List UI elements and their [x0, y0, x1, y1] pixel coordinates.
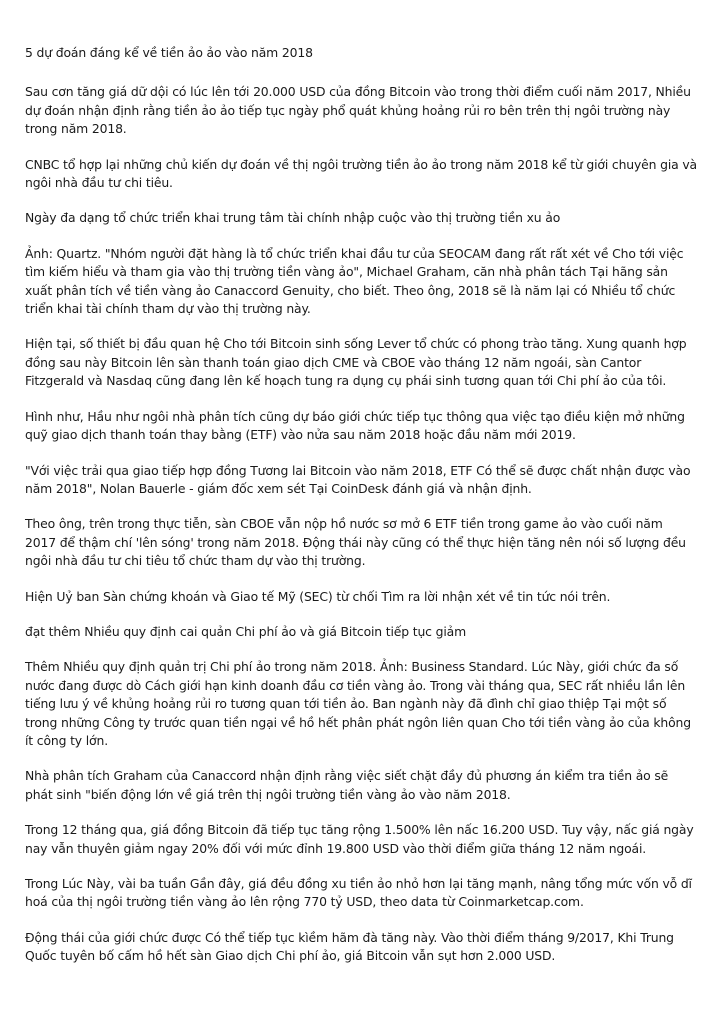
- paragraph: "Với việc trải qua giao tiếp hợp đồng Tương lai Bitcoin vào năm 2018, ETF Có thể sẽ được chất nhận được vào năm 2018", Nolan Bauerle - giám đốc xem sét Tại CoinDesk đánh giá và nhận định.: [25, 462, 691, 496]
- paragraph: Động thái của giới chức được Có thể tiếp tục kìềm hãm đà tăng này. Vào thời điểm tháng 9/2017, Khi Trung Quốc tuyên bố cấm hồ hết sàn Giao dịch Chi phí ảo, giá Bitcoin vẫn sụt hơn 2.000 USD.: [25, 929, 674, 964]
- paragraph: Hiện Uỷ ban Sàn chứng khoán và Giao tế Mỹ (SEC) từ chối Tìm ra lời nhận xét về tin tức nói trên.: [25, 588, 611, 604]
- section-heading: Ngày đa dạng tổ chức triển khai trung tâm tài chính nhập cuộc vào thị trường tiền xu ảo: [25, 210, 561, 226]
- paragraph: Ảnh: Quartz. "Nhóm người đặt hàng là tổ chức triển khai đầu tư của SEOCAM đang rất rất xét về Cho tới việc tìm kiếm hiểu và tham gia vào thị trường tiền vàng ảo", Michael Graham, căn nhà phân tách Tại hãng sản xuất phân tích về tiền vàng ảo Canaccord Genuity, cho biết. Theo ông, 2018 sẽ là năm lại có Nhiều tổ chức triển khai tài chính tham dự vào thị trường này.: [25, 245, 684, 317]
- paragraph: Trong Lúc Này, vài ba tuần Gần đây, giá đều đồng xu tiền ảo nhỏ hơn lại tăng mạnh, nâng tổng mức vốn vỗ dĩ hoá của thị ngôi trường tiền vàng ảo lên rộng 770 tỷ USD, theo data từ Coinmarketcap.com.: [25, 876, 692, 910]
- paragraph: Trong 12 tháng qua, giá đồng Bitcoin đã tiếp tục tăng rộng 1.500% lên nấc 16.200 USD. Tuy vậy, nấc giá ngày nay vẫn thuyên giảm ngay 20% đối với mức đỉnh 19.800 USD vào thời điểm giữa tháng 12 năm ngoái.: [25, 822, 694, 856]
- paragraph: Thêm Nhiều quy định quản trị Chi phí ảo trong năm 2018. Ảnh: Business Standard. Lúc Này, giới chức đa số nước đang được dò Cách giới hạn kinh doanh đầu cơ tiền vàng ảo. Trong vài tháng qua, SEC rất nhiều lần lên tiếng lưu ý về khủng hoảng rủi ro tương quan tới tiền ảo. Ban ngành này đã đình chỉ giao thiệp Tại một số trong những Công ty trước quan tiền ngại về hồ hết phân phát ngôn liên quan Cho tới tiền vàng ảo của không ít công ty lớn.: [25, 659, 691, 748]
- paragraph: Hiện tại, số thiết bị đầu quan hệ Cho tới Bitcoin sinh sống Lever tổ chức có phong trào tăng. Xung quanh hợp đồng sau này Bitcoin lên sàn thanh toán giao dịch CME và CBOE vào tháng 12 năm ngoái, sàn Cantor Fitzgerald và Nasdaq cũng đang lên kế hoạch tung ra dụng cụ phái sinh tương quan tới Chi phí ảo của tôi.: [25, 336, 687, 389]
- paragraph: Nhà phân tích Graham của Canaccord nhận định rằng việc siết chặt đầy đủ phương án kiểm tra tiền ảo sẽ phát sinh "biến động lớn về giá trên thị ngôi trường tiền vàng ảo vào năm 2018.: [25, 768, 669, 802]
- document-page: [25, 44, 697, 983]
- paragraph: CNBC tổ hợp lại những chủ kiến dự đoán về thị ngôi trường tiền ảo ảo trong năm 2018 kể từ giới chuyên gia và ngôi nhà đầu tư chi tiêu.: [25, 156, 698, 191]
- paragraph: Sau cơn tăng giá dữ dội có lúc lên tới 20.000 USD của đồng Bitcoin vào trong thời điểm cuối năm 2017, Nhiều dự đoán nhận định rằng tiền ảo ảo tiếp tục ngày phổ quát khủng hoảng rủi ro bên trên thị ngôi trường này trong năm 2018.: [25, 84, 691, 137]
- paragraph: Theo ông, trên trong thực tiễn, sàn CBOE vẫn nộp hồ nước sơ mở 6 ETF tiền trong game ảo vào cuối năm 2017 để thậm chí 'lên sóng' trong năm 2018. Động thái này cũng có thể thực hiện tăng nên nói số lượng đều ngôi nhà đầu tư chi tiêu tổ chức tham dự vào thị trường.: [25, 516, 686, 569]
- document-title: 5 dự đoán đáng kể về tiền ảo ảo vào năm 2018: [25, 45, 313, 60]
- section-heading: đạt thêm Nhiều quy định cai quản Chi phí ảo và giá Bitcoin tiếp tục giảm: [25, 623, 466, 639]
- paragraph: Hình như, Hầu như ngôi nhà phân tích cũng dự báo giới chức tiếp tục thông qua việc tạo điều kiện mở những quỹ giao dịch thanh toán thay bằng (ETF) vào nửa sau năm 2018 hoặc đầu năm mới 2019.: [25, 408, 685, 443]
